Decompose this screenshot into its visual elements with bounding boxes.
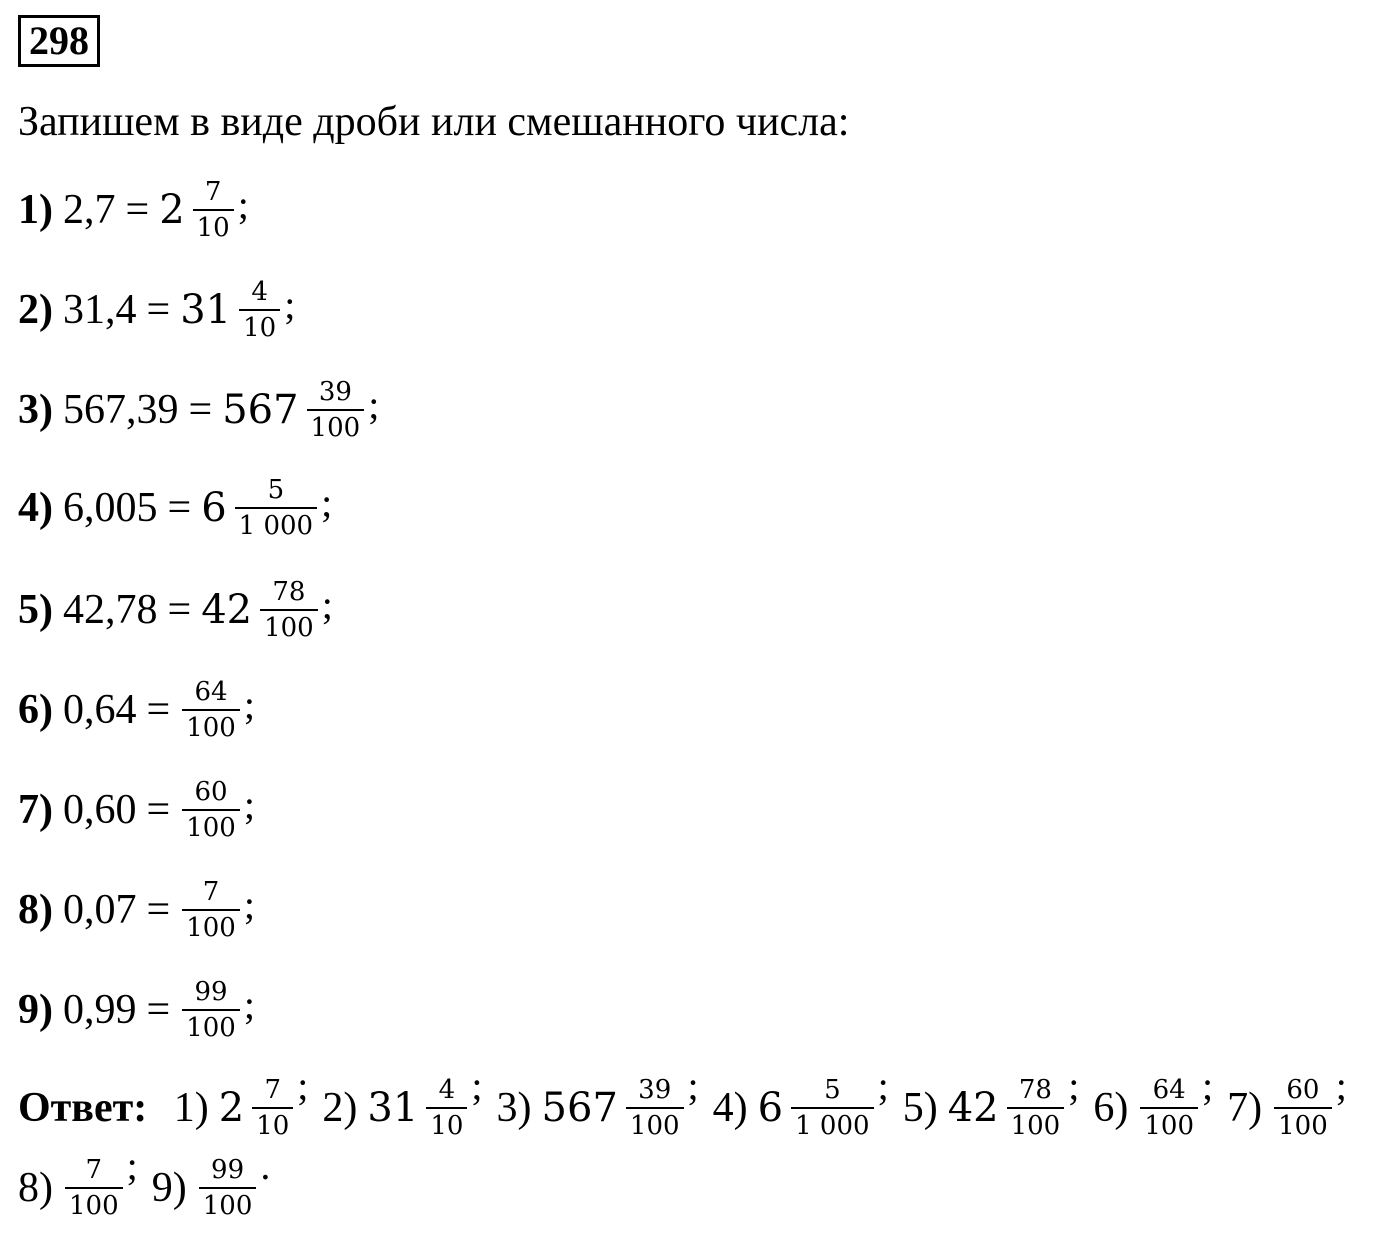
fraction	[182, 677, 240, 743]
fraction	[307, 377, 365, 443]
punctuation: ;	[321, 582, 333, 627]
fraction	[252, 1075, 293, 1141]
punctuation: ;	[1202, 1063, 1214, 1108]
fraction	[1007, 1075, 1065, 1141]
item-number: 5)	[18, 587, 53, 633]
item-number: 9)	[18, 987, 53, 1033]
decimal-value: 6,005	[63, 485, 158, 531]
answer-item-number: 5)	[902, 1085, 938, 1131]
numerator: 78	[1018, 1075, 1052, 1105]
denominator: 10	[239, 309, 280, 343]
decimal-value: 42,78	[63, 587, 158, 633]
solution-item	[18, 970, 255, 1050]
denominator: 100	[307, 409, 365, 443]
answer-item	[18, 1143, 138, 1228]
intro-text: Запишем в виде дроби или смешанного числа:	[18, 99, 850, 145]
punctuation: ;	[297, 1063, 309, 1108]
punctuation: ;	[687, 1063, 699, 1108]
numerator: 5	[267, 475, 285, 505]
denominator: 100	[260, 609, 318, 643]
equals-sign: =	[167, 485, 192, 531]
fraction	[1274, 1075, 1332, 1141]
denominator: 100	[65, 1187, 123, 1221]
equals-sign: =	[146, 987, 171, 1033]
answer-item-number: 4)	[712, 1085, 748, 1131]
denominator: 1 000	[791, 1107, 873, 1141]
punctuation: ;	[877, 1063, 889, 1108]
punctuation: ;	[243, 782, 255, 827]
equals-sign: =	[146, 687, 171, 733]
numerator: 7	[85, 1155, 103, 1185]
item-number: 1)	[18, 187, 53, 233]
solution-item	[18, 870, 255, 950]
fraction	[260, 577, 318, 643]
solution-item	[18, 170, 249, 250]
numerator: 64	[1152, 1075, 1186, 1105]
item-number: 3)	[18, 387, 53, 433]
denominator: 100	[1007, 1107, 1065, 1141]
fraction	[235, 475, 317, 541]
item-number: 4)	[18, 485, 53, 531]
decimal-value: 0,99	[63, 987, 137, 1033]
equals-sign: =	[146, 887, 171, 933]
decimal-value: 2,7	[63, 187, 116, 233]
numerator: 4	[438, 1075, 456, 1105]
punctuation: ;	[243, 882, 255, 927]
whole-part: 6	[757, 1085, 784, 1131]
whole-part: 42	[201, 587, 253, 633]
answer-item	[1093, 1063, 1214, 1148]
punctuation: .	[260, 1143, 271, 1188]
numerator: 7	[204, 177, 222, 207]
equals-sign: =	[146, 287, 171, 333]
numerator: 60	[194, 777, 228, 807]
fraction	[182, 977, 240, 1043]
solution-item	[18, 270, 295, 350]
numerator: 99	[194, 977, 228, 1007]
denominator: 100	[199, 1187, 257, 1221]
fraction	[65, 1155, 123, 1221]
denominator: 100	[1140, 1107, 1198, 1141]
numerator: 64	[194, 677, 228, 707]
equals-sign: =	[146, 787, 171, 833]
solution-item	[18, 570, 333, 650]
whole-part: 31	[180, 287, 232, 333]
whole-part: 2	[159, 187, 185, 233]
equals-sign: =	[167, 587, 192, 633]
decimal-value: 0,60	[63, 787, 137, 833]
decimal-value: 567,39	[63, 387, 179, 433]
numerator: 60	[1286, 1075, 1320, 1105]
punctuation: ;	[368, 382, 380, 427]
punctuation: ;	[471, 1063, 483, 1108]
punctuation: ;	[1068, 1063, 1080, 1108]
fraction	[193, 177, 234, 243]
answer-item	[151, 1143, 271, 1228]
denominator: 100	[182, 709, 240, 743]
answer-label: Ответ:	[18, 1085, 148, 1131]
solution-item	[18, 670, 255, 750]
denominator: 100	[182, 1009, 240, 1043]
fraction	[199, 1155, 257, 1221]
fraction	[182, 877, 240, 943]
fraction	[626, 1075, 684, 1141]
answer-item-number: 1)	[173, 1085, 209, 1131]
item-number: 6)	[18, 687, 53, 733]
decimal-value: 0,07	[63, 887, 137, 933]
punctuation: ;	[243, 682, 255, 727]
fraction	[182, 777, 240, 843]
denominator: 100	[182, 909, 240, 943]
whole-part: 2	[218, 1085, 245, 1131]
numerator: 99	[211, 1155, 245, 1185]
solution-item	[18, 370, 379, 450]
punctuation: ;	[1335, 1063, 1347, 1108]
denominator: 100	[626, 1107, 684, 1141]
numerator: 5	[824, 1075, 841, 1105]
answer-item-number: 6)	[1093, 1085, 1129, 1131]
decimal-value: 0,64	[63, 687, 137, 733]
answer-item	[1227, 1063, 1347, 1148]
denominator: 10	[252, 1107, 293, 1141]
whole-part: 567	[222, 387, 299, 433]
fraction	[426, 1075, 467, 1141]
denominator: 1 000	[235, 507, 317, 541]
answer-item-number: 8)	[18, 1165, 53, 1211]
denominator: 100	[182, 809, 240, 843]
equals-sign: =	[188, 387, 213, 433]
numerator: 78	[272, 577, 306, 607]
item-number: 8)	[18, 887, 53, 933]
whole-part: 42	[947, 1085, 999, 1131]
task-number: 298	[18, 15, 100, 67]
answer-item-number: 9)	[151, 1165, 187, 1211]
punctuation: ;	[321, 480, 333, 525]
solution-item	[18, 468, 332, 548]
numerator: 39	[318, 377, 352, 407]
answer-block	[18, 1063, 1388, 1228]
denominator: 10	[426, 1107, 467, 1141]
punctuation: ;	[284, 282, 296, 327]
punctuation: ;	[243, 982, 255, 1027]
punctuation: ;	[126, 1143, 138, 1188]
whole-part: 31	[367, 1085, 419, 1131]
item-number: 7)	[18, 787, 53, 833]
item-number: 2)	[18, 287, 53, 333]
answer-item	[712, 1063, 889, 1148]
fraction	[791, 1075, 873, 1141]
numerator: 7	[264, 1075, 282, 1105]
solution-item	[18, 770, 255, 850]
answer-item	[173, 1063, 309, 1148]
numerator: 39	[638, 1075, 672, 1105]
whole-part: 567	[541, 1085, 618, 1131]
denominator: 100	[1274, 1107, 1332, 1141]
equals-sign: =	[125, 187, 150, 233]
fraction	[1140, 1075, 1198, 1141]
decimal-value: 31,4	[63, 287, 137, 333]
answer-item	[322, 1063, 483, 1148]
answer-item	[496, 1063, 699, 1148]
numerator: 7	[202, 877, 220, 907]
answer-item-number: 2)	[322, 1085, 358, 1131]
denominator: 10	[193, 209, 234, 243]
numerator: 4	[251, 277, 268, 307]
answer-item-number: 7)	[1227, 1085, 1263, 1131]
answer-item-number: 3)	[496, 1085, 532, 1131]
fraction	[239, 277, 280, 343]
whole-part: 6	[201, 485, 227, 531]
answer-items	[18, 1063, 1361, 1221]
answer-item	[902, 1063, 1080, 1148]
punctuation: ;	[237, 182, 249, 227]
